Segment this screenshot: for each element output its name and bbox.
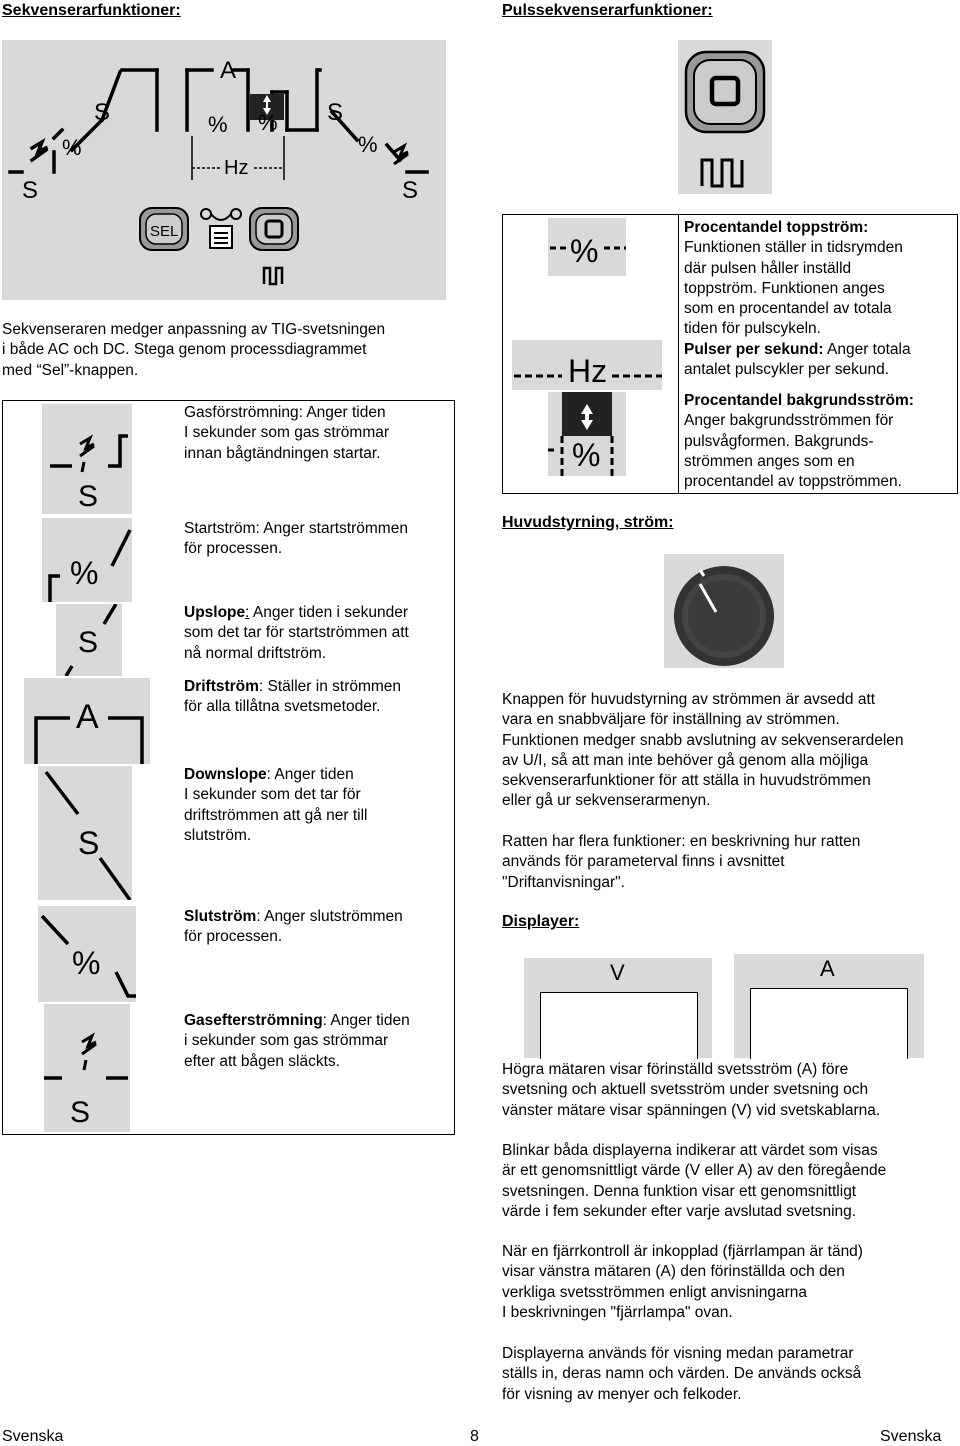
display-paragraph-1: Högra mätaren visar förinställd svetsström (A) före svetsning och aktuell svetsström under svetsning och vänster mätare visar spänningen (V) vid svetskablarna. [502, 1061, 881, 1119]
left-heading: Sekvenserarfunktioner: [2, 2, 181, 19]
svg-text:S: S [78, 825, 100, 861]
voltage-display [524, 958, 712, 1058]
end-current-icon [38, 906, 136, 1002]
start-current-icon [42, 518, 132, 602]
displays-heading: Displayer: [502, 913, 580, 930]
diagram-postgas-S-label: S [402, 177, 419, 204]
peak-current-text: Procentandel toppström: Funktionen ställer in tidsrymden där pulsen håller inställd toppström. Funktionen anges som en procentandel av totala tiden för pulscykeln. [684, 219, 903, 338]
peak-pct-icon [548, 218, 626, 276]
pulse-button-panel [678, 40, 772, 194]
pulse-button-icon [250, 208, 298, 250]
item-gas-preflow: Gasförströmning: Anger tiden I sekunder som gas strömmar innan bågtändningen startar. [184, 404, 390, 462]
current-display [734, 954, 924, 1058]
main-current-icon [24, 678, 150, 764]
item-start-current: Startström: Anger startströmmen för processen. [184, 520, 408, 558]
footer-language-left: Svenska [2, 1428, 64, 1445]
voltage-display-label: V [610, 960, 625, 985]
main-control-heading: Huvudstyrning, ström: [502, 514, 674, 531]
knob-paragraph-1: Knappen för huvudstyrning av strömmen är avsedd att vara en snabbväljare för inställning av strömmen. Funktionen medger snabb avslutning av sekvenserardelen av U/I, så att man inte behöver gå genom alla möjliga sekvenserarfunktioner för att ställa in huvudströmmen eller gå ur sekvenserarmenyn. [502, 691, 904, 810]
background-pct-icon [548, 392, 626, 476]
svg-text:%: % [570, 233, 599, 269]
pulse-frequency-icon [512, 340, 662, 390]
knob-paragraph-2: Ratten har flera funktioner: en beskrivning hur ratten används för parameterval finns i avsnittet "Driftanvisningar". [502, 833, 861, 891]
sel-button-icon [140, 208, 188, 250]
item-main-current: Driftström: Ställer in strömmen för alla tillåtna svetsmetoder. [184, 678, 402, 716]
diagram-A-label: A [220, 57, 237, 84]
item-downslope: Downslope: Anger tiden I sekunder som det tar för driftströmmen att gå ner till slutström. [184, 766, 368, 844]
upslope-icon [56, 604, 122, 676]
postgas-icon [44, 1004, 130, 1132]
item-upslope: Upslope: Anger tiden i sekunder som det tar för startströmmen att nå normal driftström. [184, 604, 409, 662]
diagram-downslope-S-label: S [327, 99, 344, 126]
svg-text:A: A [76, 698, 99, 736]
downslope-icon [38, 766, 132, 900]
display-paragraph-4: Displayerna används för visning medan parametrar ställs in, deras namn och värden. De används också för visning av menyer och felkoder. [502, 1345, 862, 1403]
diagram-peak-pct-label: % [208, 112, 228, 137]
pulse-wave-icon [264, 268, 282, 284]
display-paragraph-3: När en fjärrkontroll är inkopplad (fjärrlampan är tänd) visar vänstra mätaren (A) den förinställda och den verkliga svetsströmmen enligt anvisningarna I beskrivningen "fjärrlampa" ovan. [502, 1243, 863, 1321]
diagram-pregas-S-label: S [22, 177, 39, 204]
diagram-upslope-S-label: S [94, 99, 111, 126]
intro-text: Sekvenseraren medger anpassning av TIG-svetsningen i både AC och DC. Stega genom processdiagrammet med “Sel”-knappen. [2, 321, 386, 379]
diagram-Hz-label: Hz [224, 157, 249, 179]
display-paragraph-2: Blinkar båda displayerna indikerar att värdet som visas är ett genomsnittligt värde (V eller A) av den föregående svetsningen. Denna funktion visar ett genomsnittligt värde i fem sekunder efter varje avslutad svetsning. [502, 1142, 887, 1220]
sequencer-diagram-panel [2, 40, 446, 300]
diagram-start-pct-label: % [62, 135, 82, 160]
diagram-bg-pct-label: % [258, 110, 278, 135]
svg-text:%: % [572, 437, 601, 473]
footer-language-right: Svenska [880, 1428, 942, 1445]
pulse-frequency-text: Pulser per sekund: Anger totala antalet pulscykler per sekund. [684, 341, 911, 379]
svg-text:%: % [72, 945, 101, 981]
diagram-end-pct-label: % [358, 132, 378, 157]
footer-page-number: 8 [470, 1428, 479, 1445]
item-gas-postflow: Gasefterströmning: Anger tiden i sekunder som gas strömmar efter att bågen släckts. [184, 1012, 410, 1070]
background-current-text: Procentandel bakgrundsström: Anger bakgrundsströmmen för pulsvågformen. Bakgrunds- strömmen anges som en procentandel av toppströmmen. [684, 392, 914, 491]
pregas-icon [42, 404, 132, 514]
right-heading: Pulssekvenserarfunktioner: [502, 2, 713, 19]
svg-text:SEL: SEL [150, 223, 179, 240]
item-end-current: Slutström: Anger slutströmmen för processen. [184, 908, 403, 946]
main-current-knob [664, 554, 784, 668]
svg-text:Hz: Hz [568, 353, 608, 389]
current-display-label: A [820, 956, 835, 981]
svg-text:S: S [78, 626, 99, 659]
sequencer-diagram [2, 40, 446, 300]
memory-icon [201, 209, 241, 248]
svg-text:%: % [70, 555, 99, 591]
svg-text:S: S [70, 1096, 91, 1129]
svg-text:S: S [78, 480, 99, 513]
